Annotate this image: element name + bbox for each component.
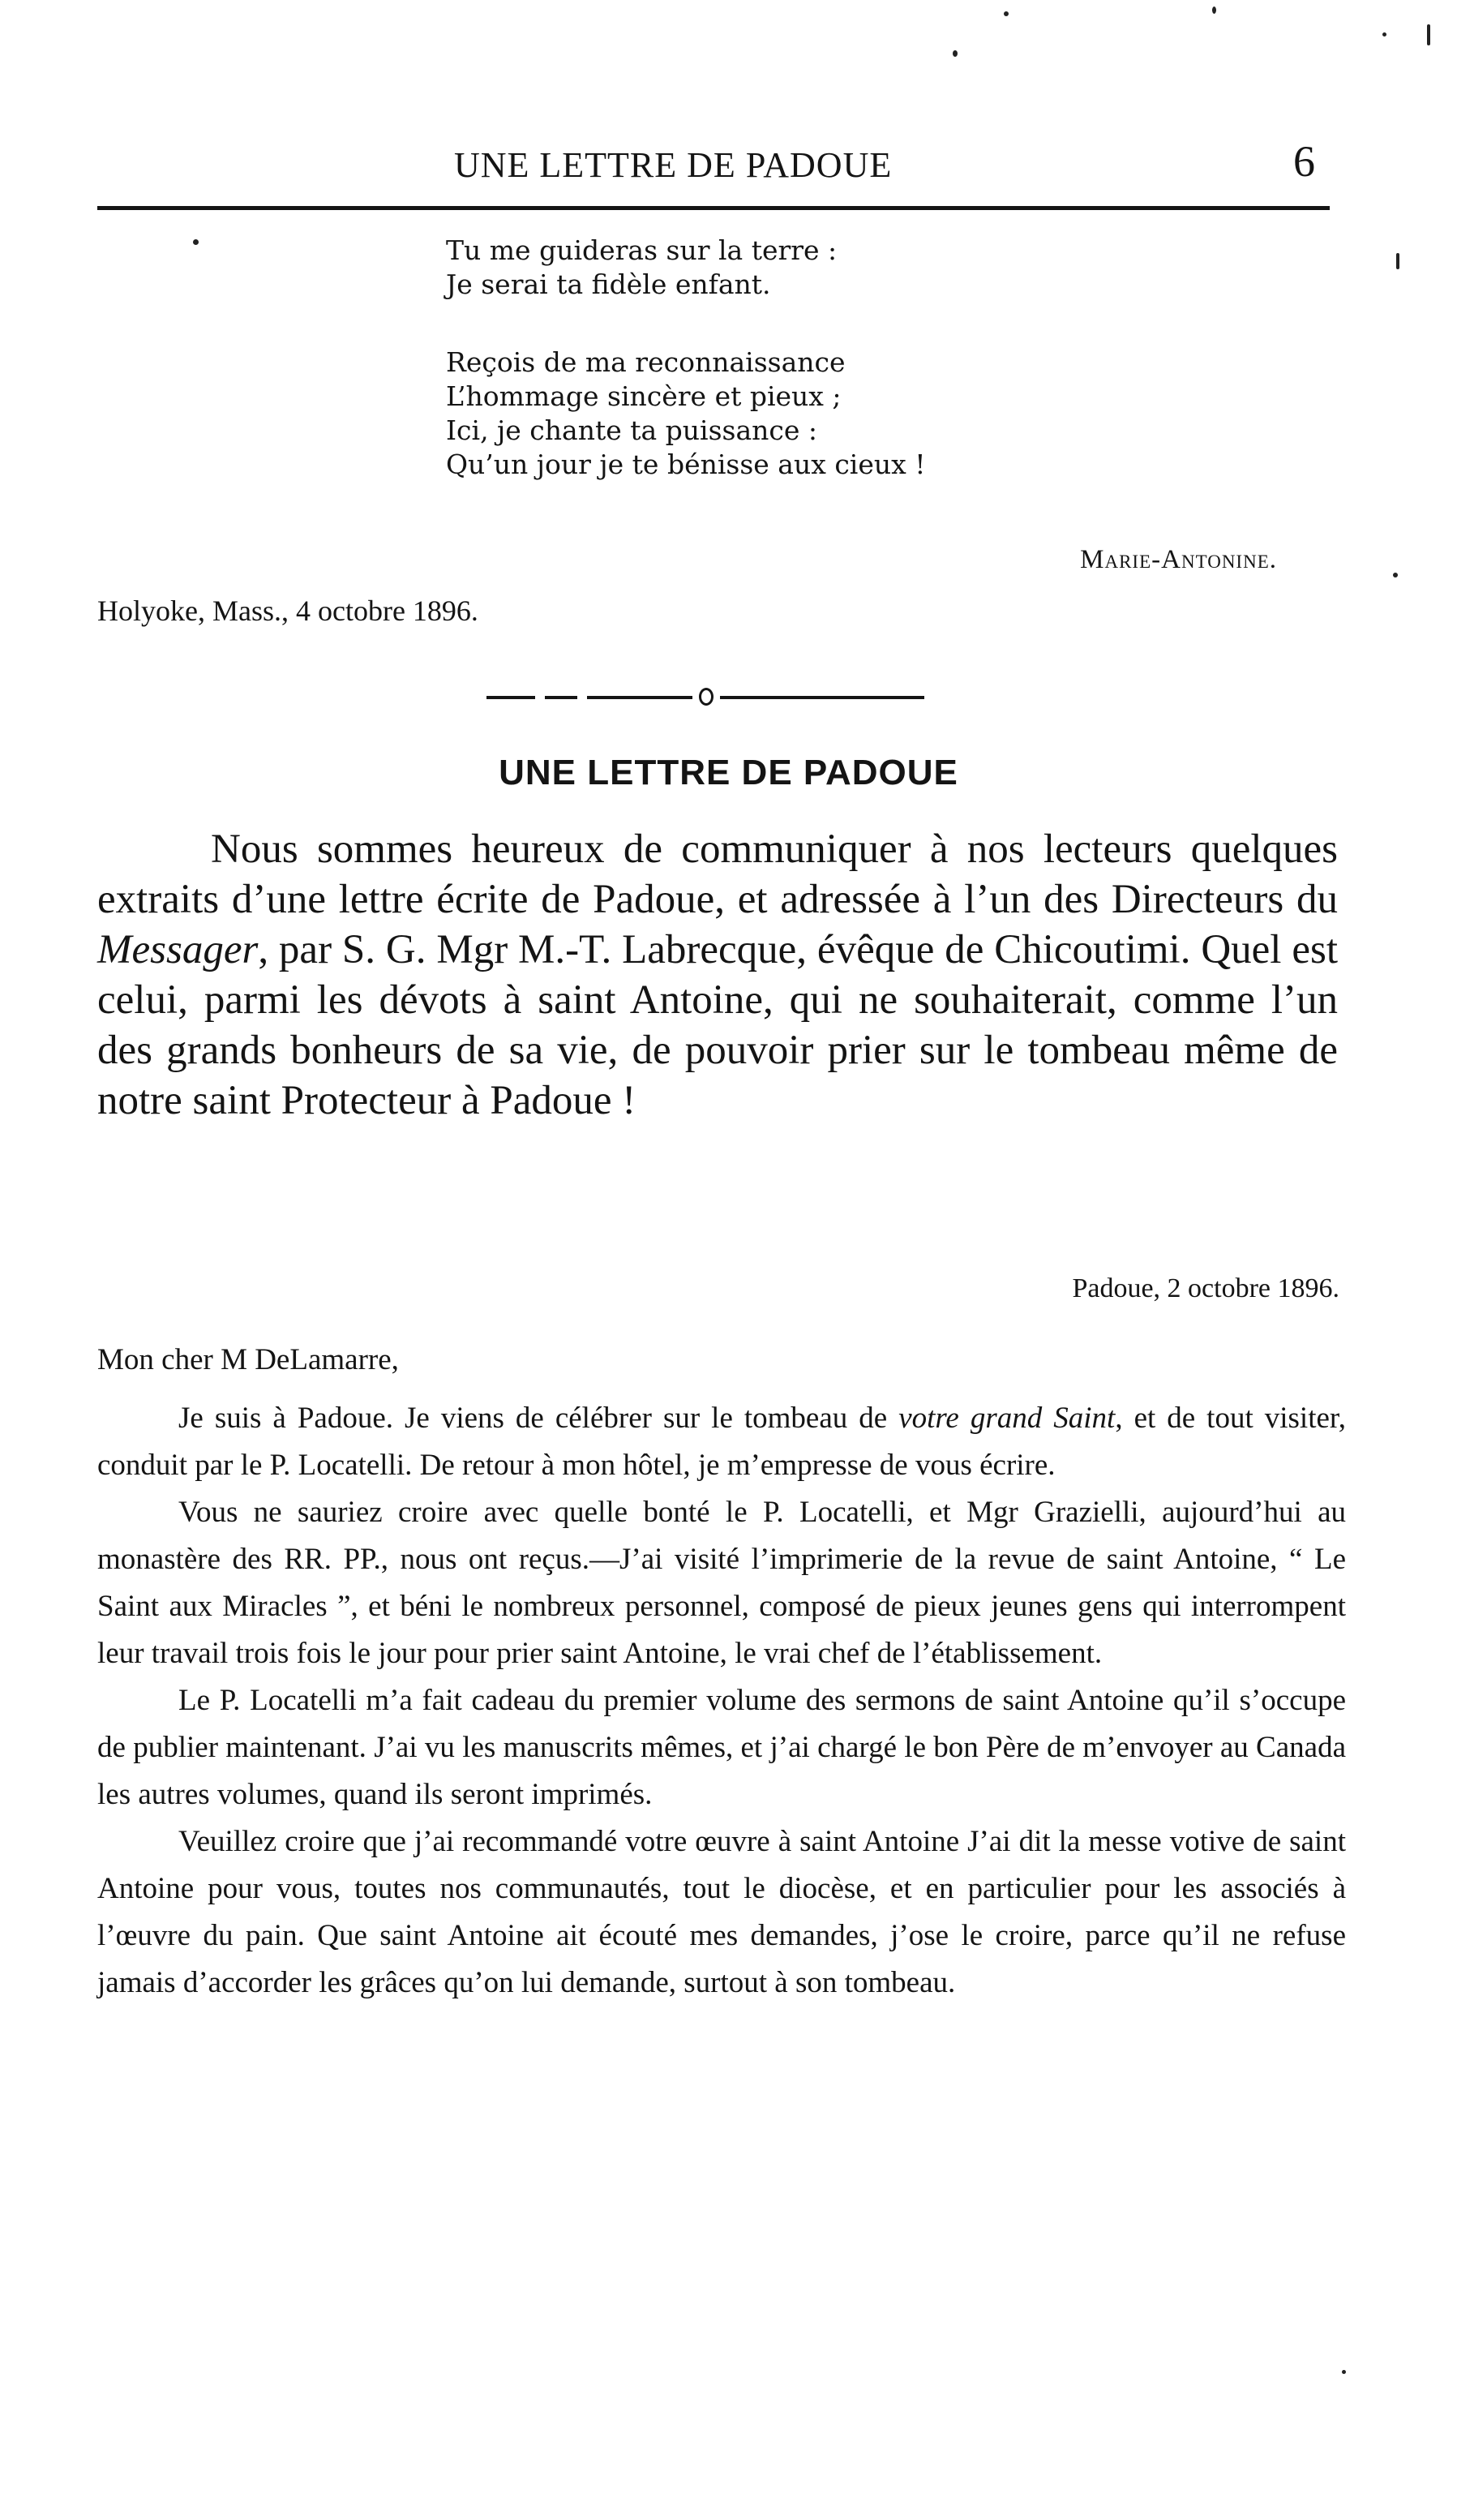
scan-speck <box>1396 253 1399 269</box>
scan-speck <box>1393 573 1398 577</box>
page-number: 6 <box>1293 137 1315 186</box>
intro-paragraph <box>97 824 1338 1126</box>
poem-line: Tu me guideras sur la terre : <box>446 234 838 266</box>
letter-text: Je suis à Padoue. Je viens de célébrer sur le tombeau de <box>178 1402 899 1435</box>
scan-speck <box>1004 11 1009 16</box>
scan-speck <box>953 50 958 57</box>
letter-date: Padoue, 2 octobre 1896. <box>1072 1273 1339 1303</box>
poem-signature: Marie-Antonine. <box>1080 545 1277 574</box>
scan-speck <box>1212 6 1216 14</box>
poem-line: Je serai ta fidèle enfant. <box>446 268 771 300</box>
letter-body <box>97 1395 1346 2007</box>
separator-circle <box>699 688 714 706</box>
separator-line <box>545 696 577 699</box>
letter-salutation: Mon cher M DeLamarre, <box>97 1343 399 1376</box>
letter-paragraph: Le P. Locatelli m’a fait cadeau du premier volume des sermons de saint Antoine qu’il s’occupe de publier maintenant. J’ai vu les manuscrits mêmes, et j’ai chargé le bon Père de m’envoyer au Canada les autres volumes, quand ils seront imprimés. <box>97 1684 1346 1811</box>
scan-speck <box>1427 24 1430 45</box>
section-title: UNE LETTRE DE PADOUE <box>499 753 958 792</box>
intro-italic-title: Messager <box>97 927 259 972</box>
header-rule <box>97 206 1330 210</box>
letter-text: , et de tout visiter, conduit par le P. Locatelli. De retour à mon hôtel, je m’empresse de vous écrire. <box>97 1402 1346 1482</box>
separator-line <box>587 696 692 699</box>
poem-line: Ici, je chante ta puissance : <box>446 414 818 446</box>
poem-stanza-2 <box>446 346 926 482</box>
scan-speck <box>193 239 199 245</box>
scan-speck <box>1382 32 1386 36</box>
letter-paragraph: Vous ne sauriez croire avec quelle bonté le P. Locatelli, et Mgr Grazielli, aujourd’hui au monastère des RR. PP., nous ont reçus.—J’ai visité l’imprimerie de la revue de saint Antoine, “ Le Saint aux Miracles ”, et béni le nombreux personnel, composé de pieux jeunes gens qui interrompent leur travail trois fois le jour pour prier saint Antoine, le vrai chef de l’établissement. <box>97 1496 1346 1670</box>
poem <box>446 234 926 526</box>
running-head <box>97 136 1330 201</box>
section-separator <box>486 680 924 712</box>
poem-place-date: Holyoke, Mass., 4 octobre 1896. <box>97 595 478 627</box>
separator-line <box>720 696 924 699</box>
running-title: UNE LETTRE DE PADOUE <box>454 145 893 185</box>
poem-stanza-1 <box>446 234 926 302</box>
intro-text: , par S. G. Mgr M.-T. Labrecque, évêque de Chicoutimi. Quel est celui, parmi les dévots à saint Antoine, qui ne souhaiterait, comme l’un des grands bonheurs de sa vie, de pouvoir prier sur le tombeau même de notre saint Protecteur à Padoue ! <box>97 927 1338 1123</box>
intro-text: Nous sommes heureux de communiquer à nos lecteurs quelques extraits d’une lettre écrite de Padoue, et adressée à l’un des Directeurs du <box>97 826 1338 922</box>
poem-line: Reçois de ma reconnaissance <box>446 346 846 378</box>
letter-paragraph <box>97 1395 1346 1489</box>
letter-italic: votre grand Saint <box>898 1402 1116 1435</box>
separator-line <box>486 696 535 699</box>
poem-line: L’hommage sincère et pieux ; <box>446 380 842 412</box>
scan-speck <box>1342 2370 1346 2374</box>
letter-paragraph: Veuillez croire que j’ai recommandé votre œuvre à saint Antoine J’ai dit la messe votive de saint Antoine pour vous, toutes nos communautés, tout le diocèse, et en particulier pour les associés à l’œuvre du pain. Que saint Antoine ait écouté mes demandes, j’ose le croire, parce qu’il ne refuse jamais d’accorder les grâces qu’on lui demande, surtout à son tombeau. <box>97 1825 1346 1999</box>
poem-line: Qu’un jour je te bénisse aux cieux ! <box>446 449 926 480</box>
